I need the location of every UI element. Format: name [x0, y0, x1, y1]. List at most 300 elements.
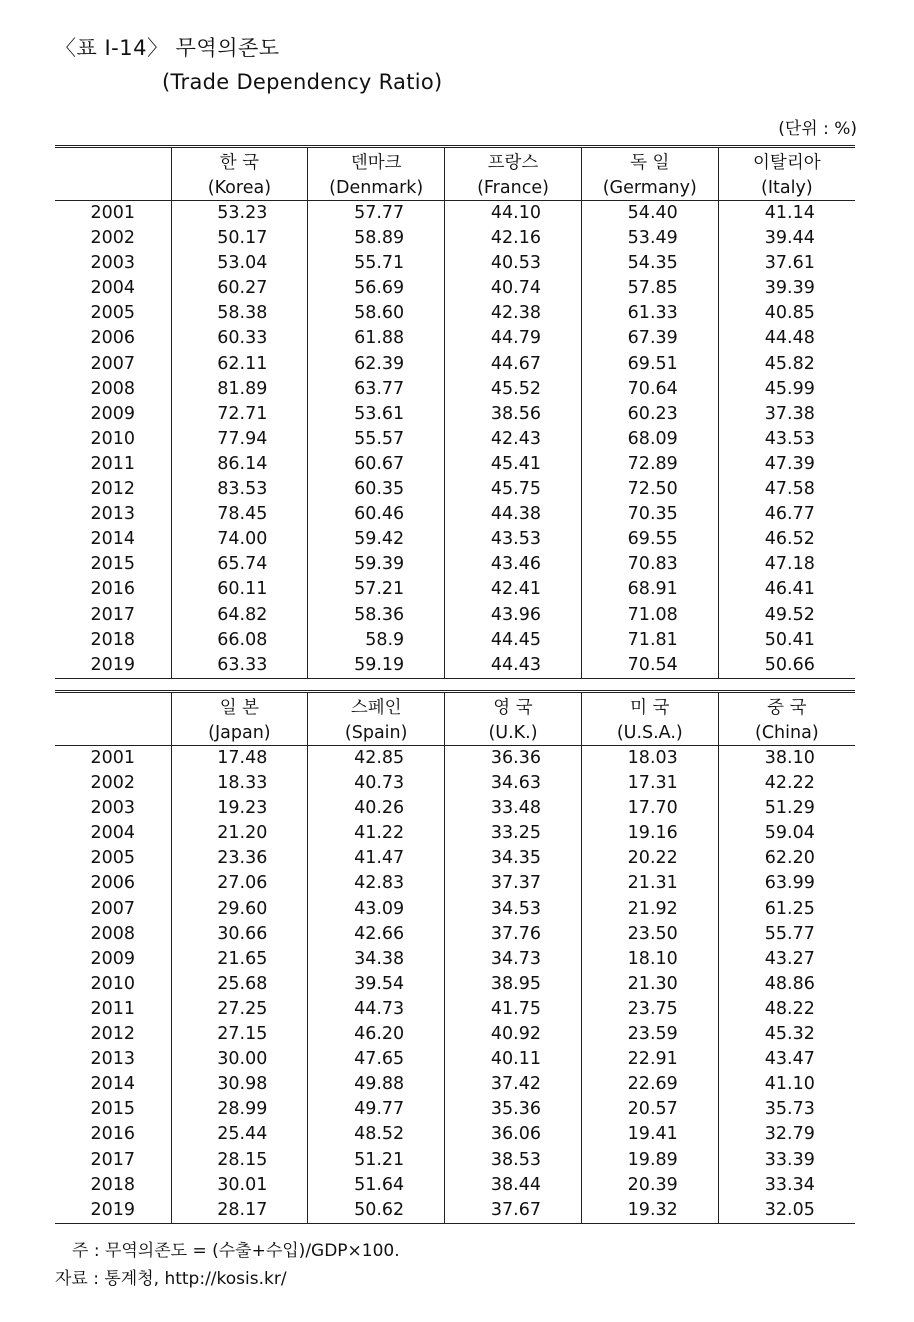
value-cell — [445, 402, 582, 427]
value-cell — [718, 628, 855, 653]
value-cell — [718, 1072, 855, 1097]
value-cell — [445, 1198, 582, 1224]
value-text: 72.71 — [217, 403, 268, 424]
value-text: 83.53 — [217, 479, 268, 500]
value-cell — [308, 527, 445, 552]
value-cell — [581, 301, 718, 326]
value-text: 41.22 — [354, 823, 405, 844]
value-cell — [171, 301, 308, 326]
value-text: 39.39 — [764, 278, 815, 299]
table-row — [55, 251, 855, 276]
value-text: 44.38 — [490, 504, 541, 525]
value-cell — [445, 552, 582, 577]
value-text: 34.53 — [490, 898, 541, 919]
value-cell — [171, 226, 308, 251]
table-row — [55, 377, 855, 402]
table-row — [55, 326, 855, 351]
year-cell: 2011 — [90, 998, 136, 1019]
value-text: 36.36 — [490, 748, 541, 768]
value-text: 40.85 — [764, 303, 815, 324]
value-text: 42.38 — [490, 303, 541, 324]
value-text: 48.52 — [354, 1124, 405, 1145]
value-cell — [445, 821, 582, 846]
value-cell — [308, 477, 445, 502]
value-text: 44.43 — [490, 654, 541, 675]
table-row — [55, 427, 855, 452]
value-text: 21.20 — [217, 823, 268, 844]
table-title-korean: 〈표 Ⅰ-14〉 무역의존도 — [55, 36, 280, 60]
value-cell — [581, 201, 718, 227]
value-cell — [308, 922, 445, 947]
value-text: 20.39 — [627, 1174, 678, 1195]
value-text: 25.44 — [217, 1124, 268, 1145]
value-text: 71.08 — [627, 604, 678, 625]
value-cell — [171, 746, 308, 772]
year-cell: 2012 — [90, 479, 136, 500]
value-text: 21.31 — [627, 873, 678, 894]
table-row — [55, 846, 855, 871]
value-cell — [308, 577, 445, 602]
column-header-english: (Japan) — [171, 720, 308, 746]
value-cell — [718, 201, 855, 227]
value-cell — [171, 603, 308, 628]
year-cell: 2001 — [90, 748, 136, 768]
table-row — [55, 352, 855, 377]
value-text: 69.51 — [627, 353, 678, 374]
value-text: 54.35 — [627, 253, 678, 274]
unit-label: (단위 : %) — [778, 119, 857, 139]
value-cell — [718, 821, 855, 846]
value-text: 36.06 — [490, 1124, 541, 1145]
value-text: 23.50 — [627, 923, 678, 944]
value-text: 38.10 — [764, 748, 815, 768]
value-cell — [445, 628, 582, 653]
value-cell — [718, 846, 855, 871]
value-cell — [581, 552, 718, 577]
table-row — [55, 452, 855, 477]
value-text: 17.48 — [217, 748, 268, 768]
year-cell: 2015 — [90, 1099, 136, 1120]
value-cell — [718, 796, 855, 821]
value-cell — [581, 846, 718, 871]
column-header-korean: 영 국 — [445, 692, 582, 721]
value-cell — [171, 326, 308, 351]
value-text: 23.59 — [627, 1024, 678, 1045]
year-cell: 2018 — [90, 1174, 136, 1195]
header-corner — [55, 147, 171, 176]
value-cell — [581, 577, 718, 602]
value-cell — [718, 1198, 855, 1224]
value-text: 43.46 — [490, 554, 541, 575]
value-cell — [445, 502, 582, 527]
value-cell — [718, 653, 855, 679]
value-text: 61.33 — [627, 303, 678, 324]
value-text: 40.73 — [354, 773, 405, 794]
value-cell — [445, 653, 582, 679]
column-header-english: (France) — [445, 175, 582, 201]
value-cell — [171, 276, 308, 301]
year-cell: 2003 — [90, 798, 136, 819]
header-row-english — [55, 175, 855, 201]
value-text: 33.34 — [764, 1174, 815, 1195]
value-text: 61.25 — [764, 898, 815, 919]
value-cell — [718, 326, 855, 351]
value-text: 41.47 — [354, 848, 405, 869]
value-text: 29.60 — [217, 898, 268, 919]
value-cell — [718, 527, 855, 552]
value-text: 45.52 — [490, 378, 541, 399]
value-text: 60.67 — [354, 453, 405, 474]
value-cell — [581, 771, 718, 796]
header-row-korean — [55, 147, 855, 176]
value-cell — [718, 947, 855, 972]
value-cell — [581, 997, 718, 1022]
value-cell — [308, 1198, 445, 1224]
value-cell — [718, 276, 855, 301]
value-cell — [308, 1072, 445, 1097]
value-cell — [308, 1148, 445, 1173]
column-header-korean: 이탈리아 — [718, 147, 855, 176]
value-text: 44.48 — [764, 328, 815, 349]
table-row — [55, 796, 855, 821]
value-cell — [718, 1097, 855, 1122]
value-cell — [718, 502, 855, 527]
value-text: 22.69 — [627, 1074, 678, 1095]
value-cell — [718, 402, 855, 427]
value-text: 50.66 — [764, 654, 815, 675]
value-text: 59.04 — [764, 823, 815, 844]
value-text: 57.77 — [354, 203, 405, 223]
value-cell — [308, 603, 445, 628]
value-text: 37.42 — [490, 1074, 541, 1095]
value-text: 71.81 — [627, 629, 678, 650]
value-cell — [171, 1122, 308, 1147]
year-cell: 2018 — [90, 629, 136, 650]
value-text: 58.36 — [354, 604, 405, 625]
value-cell — [445, 527, 582, 552]
table-row — [55, 1097, 855, 1122]
value-cell — [718, 1047, 855, 1072]
value-cell — [308, 1122, 445, 1147]
value-cell — [171, 377, 308, 402]
value-cell — [581, 477, 718, 502]
value-text: 43.53 — [490, 529, 541, 550]
column-header-korean: 미 국 — [581, 692, 718, 721]
column-header-english: (U.K.) — [445, 720, 582, 746]
value-cell — [581, 276, 718, 301]
year-cell: 2016 — [90, 579, 136, 600]
value-cell — [718, 1173, 855, 1198]
value-text: 81.89 — [217, 378, 268, 399]
value-text: 43.27 — [764, 948, 815, 969]
value-cell — [445, 997, 582, 1022]
value-cell — [581, 653, 718, 679]
value-cell — [445, 972, 582, 997]
column-header-english: (Denmark) — [308, 175, 445, 201]
value-text: 47.39 — [764, 453, 815, 474]
value-cell — [171, 1097, 308, 1122]
year-cell: 2005 — [90, 848, 136, 869]
value-cell — [171, 628, 308, 653]
value-text: 42.83 — [354, 873, 405, 894]
value-text: 53.61 — [354, 403, 405, 424]
value-text: 63.77 — [354, 378, 405, 399]
value-text: 62.39 — [354, 353, 405, 374]
value-cell — [308, 326, 445, 351]
value-text: 77.94 — [217, 428, 268, 449]
value-text: 27.06 — [217, 873, 268, 894]
value-text: 61.88 — [354, 328, 405, 349]
value-cell — [308, 452, 445, 477]
table-row — [55, 552, 855, 577]
table-row — [55, 527, 855, 552]
year-cell: 2007 — [90, 353, 136, 374]
year-cell: 2017 — [90, 604, 136, 625]
value-cell — [171, 577, 308, 602]
value-cell — [308, 796, 445, 821]
value-text: 28.17 — [217, 1199, 268, 1220]
value-cell — [445, 922, 582, 947]
value-text: 55.57 — [354, 428, 405, 449]
value-cell — [581, 1022, 718, 1047]
value-cell — [718, 251, 855, 276]
table-row — [55, 922, 855, 947]
value-text: 22.91 — [627, 1049, 678, 1070]
value-text: 27.25 — [217, 998, 268, 1019]
value-text: 62.20 — [764, 848, 815, 869]
value-text: 78.45 — [217, 504, 268, 525]
value-cell — [308, 1173, 445, 1198]
value-text: 46.20 — [354, 1024, 405, 1045]
table-row — [55, 1072, 855, 1097]
value-cell — [308, 897, 445, 922]
year-cell: 2013 — [90, 1049, 136, 1070]
year-cell: 2009 — [90, 403, 136, 424]
value-text: 41.10 — [764, 1074, 815, 1095]
value-cell — [445, 1097, 582, 1122]
table-row — [55, 1173, 855, 1198]
value-text: 37.37 — [490, 873, 541, 894]
value-text: 66.08 — [217, 629, 268, 650]
value-text: 60.35 — [354, 479, 405, 500]
value-cell — [718, 577, 855, 602]
value-cell — [581, 1173, 718, 1198]
value-text: 67.39 — [627, 328, 678, 349]
table-row — [55, 997, 855, 1022]
value-text: 55.77 — [764, 923, 815, 944]
value-cell — [445, 251, 582, 276]
value-cell — [308, 628, 445, 653]
value-text: 30.01 — [217, 1174, 268, 1195]
value-text: 19.32 — [627, 1199, 678, 1220]
value-cell — [718, 871, 855, 896]
year-cell: 2010 — [90, 973, 136, 994]
value-cell — [718, 477, 855, 502]
year-cell: 2003 — [90, 253, 136, 274]
value-text: 44.67 — [490, 353, 541, 374]
value-text: 18.33 — [217, 773, 268, 794]
value-text: 45.82 — [764, 353, 815, 374]
table-row — [55, 897, 855, 922]
value-cell — [308, 552, 445, 577]
value-text: 21.92 — [627, 898, 678, 919]
year-cell: 2017 — [90, 1149, 136, 1170]
value-cell — [171, 653, 308, 679]
value-cell — [308, 427, 445, 452]
value-cell — [171, 502, 308, 527]
value-text: 39.54 — [354, 973, 405, 994]
value-text: 40.11 — [490, 1049, 541, 1070]
year-cell: 2004 — [90, 278, 136, 299]
value-text: 44.79 — [490, 328, 541, 349]
value-cell — [171, 251, 308, 276]
value-text: 42.43 — [490, 428, 541, 449]
value-cell — [445, 1047, 582, 1072]
value-text: 45.99 — [764, 378, 815, 399]
value-text: 46.41 — [764, 579, 815, 600]
value-cell — [581, 452, 718, 477]
value-text: 21.65 — [217, 948, 268, 969]
value-cell — [718, 972, 855, 997]
value-text: 17.31 — [627, 773, 678, 794]
table-row — [55, 1198, 855, 1224]
table-row — [55, 402, 855, 427]
year-cell: 2016 — [90, 1124, 136, 1145]
year-cell: 2014 — [90, 529, 136, 550]
value-cell — [308, 352, 445, 377]
value-cell — [581, 746, 718, 772]
value-text: 41.14 — [764, 203, 815, 223]
table-row — [55, 746, 855, 772]
value-cell — [445, 897, 582, 922]
value-cell — [581, 1148, 718, 1173]
value-text: 37.38 — [764, 403, 815, 424]
value-text: 34.38 — [354, 948, 405, 969]
value-text: 58.89 — [354, 228, 405, 249]
value-cell — [445, 1072, 582, 1097]
year-cell: 2019 — [55, 1198, 171, 1224]
value-cell — [718, 1022, 855, 1047]
value-cell — [581, 1072, 718, 1097]
column-header-korean: 프랑스 — [445, 147, 582, 176]
value-text: 50.17 — [217, 228, 268, 249]
value-cell — [445, 796, 582, 821]
value-text: 72.89 — [627, 453, 678, 474]
value-cell — [445, 1022, 582, 1047]
value-cell — [445, 746, 582, 772]
value-text: 65.74 — [217, 554, 268, 575]
value-text: 44.73 — [354, 998, 405, 1019]
table-row — [55, 276, 855, 301]
value-cell — [308, 251, 445, 276]
value-cell — [445, 452, 582, 477]
value-cell — [308, 947, 445, 972]
year-cell: 2010 — [90, 428, 136, 449]
value-cell — [308, 972, 445, 997]
value-cell — [445, 871, 582, 896]
year-cell: 2011 — [90, 453, 136, 474]
year-cell: 2006 — [90, 873, 136, 894]
value-text: 46.77 — [764, 504, 815, 525]
value-text: 49.88 — [354, 1074, 405, 1095]
value-text: 37.61 — [764, 253, 815, 274]
value-cell — [171, 771, 308, 796]
value-cell — [581, 527, 718, 552]
value-cell — [171, 201, 308, 227]
value-text: 38.44 — [490, 1174, 541, 1195]
source-note: 자료 : 통계청, http://kosis.kr/ — [55, 1269, 287, 1289]
year-cell: 2006 — [90, 328, 136, 349]
value-cell — [581, 603, 718, 628]
table-row — [55, 628, 855, 653]
value-text: 48.86 — [764, 973, 815, 994]
year-cell: 2002 — [90, 228, 136, 249]
value-text: 55.71 — [354, 253, 405, 274]
value-cell — [171, 402, 308, 427]
value-text: 34.63 — [490, 773, 541, 794]
header-corner — [55, 720, 171, 746]
value-cell — [718, 552, 855, 577]
value-text: 19.41 — [627, 1124, 678, 1145]
year-cell: 2012 — [90, 1024, 136, 1045]
value-text: 58.38 — [217, 303, 268, 324]
value-text: 30.66 — [217, 923, 268, 944]
table-row — [55, 577, 855, 602]
value-text: 20.22 — [627, 848, 678, 869]
value-text: 21.30 — [627, 973, 678, 994]
value-cell — [171, 1173, 308, 1198]
value-text: 58.60 — [354, 303, 405, 324]
value-cell — [581, 402, 718, 427]
value-cell — [171, 477, 308, 502]
value-text: 33.25 — [490, 823, 541, 844]
value-text: 43.47 — [764, 1049, 815, 1070]
value-cell — [171, 452, 308, 477]
value-cell — [581, 922, 718, 947]
value-cell — [718, 452, 855, 477]
value-text: 63.33 — [217, 654, 268, 675]
value-cell — [171, 846, 308, 871]
header-corner — [55, 175, 171, 201]
value-text: 38.95 — [490, 973, 541, 994]
value-cell — [718, 1122, 855, 1147]
value-text: 53.49 — [627, 228, 678, 249]
value-cell — [308, 276, 445, 301]
value-text: 34.35 — [490, 848, 541, 869]
value-text: 42.66 — [354, 923, 405, 944]
value-text: 18.10 — [627, 948, 678, 969]
value-text: 33.39 — [764, 1149, 815, 1170]
table-row — [55, 1047, 855, 1072]
value-text: 23.36 — [217, 848, 268, 869]
value-text: 53.04 — [217, 253, 268, 274]
value-text: 32.79 — [764, 1124, 815, 1145]
value-text: 62.11 — [217, 353, 268, 374]
table-row — [55, 1148, 855, 1173]
value-cell — [581, 628, 718, 653]
value-text: 51.64 — [354, 1174, 405, 1195]
value-text: 37.76 — [490, 923, 541, 944]
year-cell: 2013 — [90, 504, 136, 525]
value-cell — [171, 796, 308, 821]
value-text: 57.85 — [627, 278, 678, 299]
value-cell — [718, 922, 855, 947]
value-cell — [308, 871, 445, 896]
value-cell — [718, 603, 855, 628]
value-cell — [581, 1047, 718, 1072]
value-cell — [308, 1047, 445, 1072]
table-row — [55, 821, 855, 846]
